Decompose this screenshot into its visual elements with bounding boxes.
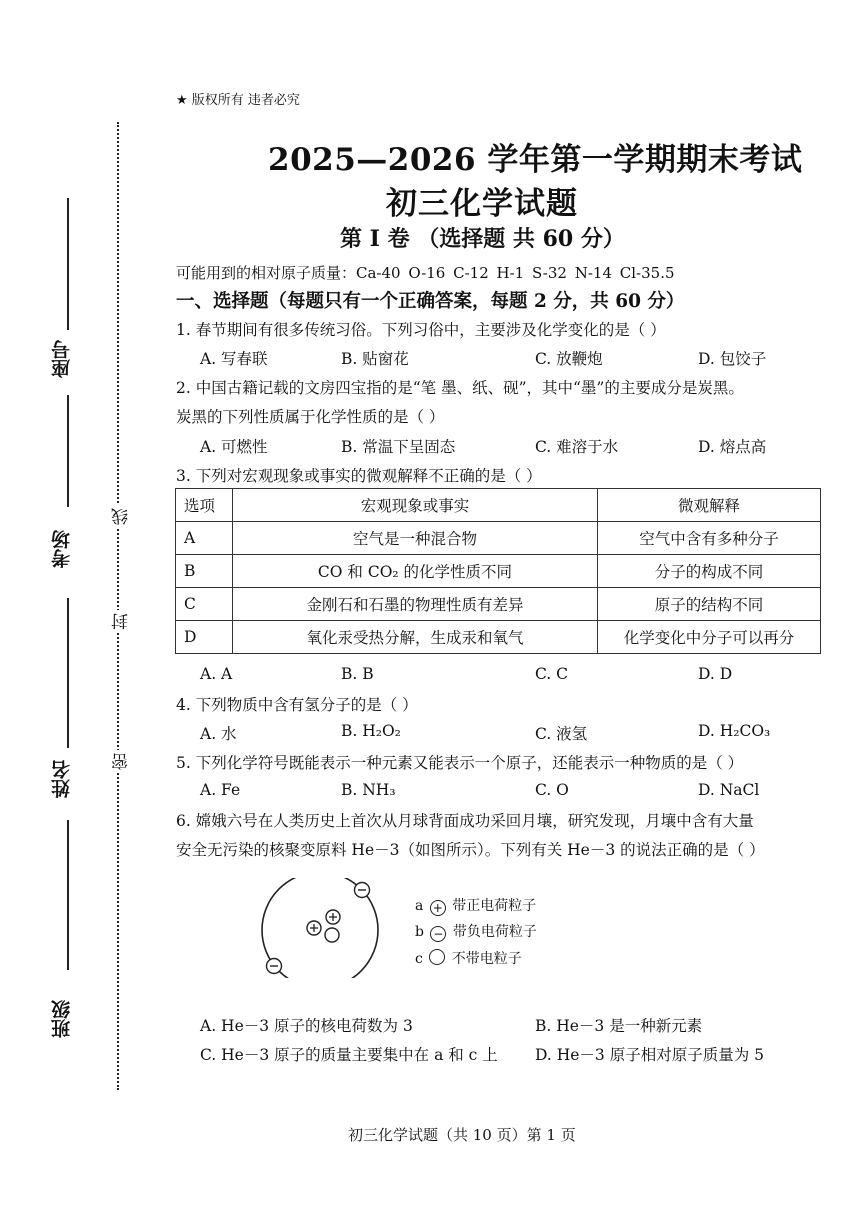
table-cell: 空气中含有多种分子	[598, 522, 821, 555]
q6-option-d: D. He－3 原子相对原子质量为 5	[535, 1046, 764, 1064]
positive-charge-icon: +	[430, 900, 446, 916]
question-6-stem-line1: 6. 嫦娥六号在人类历史上首次从月球背面成功采回月壤，研究发现，月壤中含有大量	[176, 812, 754, 830]
q2-option-a: A. 可燃性	[200, 438, 268, 456]
seat-label: 座号	[51, 340, 73, 378]
table-cell: B	[176, 555, 233, 588]
seal-secret-char: 密	[109, 750, 134, 773]
neutron-icon	[325, 928, 339, 942]
q1-option-c: C. 放鞭炮	[535, 350, 603, 368]
q3-option-c: C. C	[535, 665, 569, 683]
part-title: 一、选择题（每题只有一个正确答案，每题 2 分，共 60 分）	[176, 291, 685, 312]
q5-option-d: D. NaCl	[698, 781, 760, 799]
table-header-cell: 微观解释	[598, 489, 821, 522]
table-cell: 分子的构成不同	[598, 555, 821, 588]
q3-option-a: A. A	[200, 665, 233, 683]
electron-bottom-icon	[267, 959, 282, 974]
q1-option-b: B. 贴窗花	[341, 350, 409, 368]
legend-letter: c	[415, 951, 423, 967]
q2-option-d: D. 熔点高	[698, 438, 767, 456]
proton-icon	[307, 921, 321, 935]
legend-text: 不带电粒子	[451, 951, 522, 967]
name-line	[67, 820, 69, 970]
q1-option-d: D. 包饺子	[698, 350, 767, 368]
class-label: 班级	[51, 1000, 73, 1038]
legend-item-a	[415, 895, 536, 916]
table-cell: 原子的结构不同	[598, 588, 821, 621]
copyright-notice: ★ 版权所有 违者必究	[176, 93, 300, 108]
section-title: 第 I 卷 （选择题 共 60 分）	[340, 226, 625, 252]
table-cell: 金刚石和石墨的物理性质有差异	[233, 588, 598, 621]
table-row	[176, 522, 821, 555]
table-cell: A	[176, 522, 233, 555]
question-2-stem-line2: 炭黑的下列性质属于化学性质的是（ ）	[176, 408, 445, 426]
table-header-cell: 宏观现象或事实	[233, 489, 598, 522]
question-5-stem: 5. 下列化学符号既能表示一种元素又能表示一个原子，还能表示一种物质的是（ ）	[176, 754, 744, 772]
electron-top-icon	[355, 883, 370, 898]
seat-line	[67, 198, 69, 330]
q6-option-a: A. He－3 原子的核电荷数为 3	[200, 1017, 413, 1035]
table-cell: C	[176, 588, 233, 621]
table-row	[176, 588, 821, 621]
q3-option-b: B. B	[341, 665, 374, 683]
exam-room-label: 考场	[51, 530, 73, 568]
q6-option-c: C. He－3 原子的质量主要集中在 a 和 c 上	[200, 1046, 498, 1064]
atomic-masses: 可能用到的相对原子质量：Ca-40 O-16 C-12 H-1 S-32 N-14 Cl-35.5	[176, 264, 675, 282]
q3-option-d: D. D	[698, 665, 733, 683]
q4-option-d: D. H₂CO₃	[698, 722, 771, 740]
legend-item-b	[415, 921, 537, 942]
q2-option-b: B. 常温下呈固态	[341, 438, 456, 456]
table-header-row	[176, 489, 821, 522]
page-footer: 初三化学试题（共 10 页）第 1 页	[348, 1126, 576, 1144]
question-1-stem: 1. 春节期间有很多传统习俗。下列习俗中，主要涉及化学变化的是（ ）	[176, 321, 666, 339]
legend-letter: a	[415, 898, 424, 914]
q4-option-b: B. H₂O₂	[341, 722, 401, 740]
legend-letter: b	[415, 924, 424, 940]
exam-room-line	[67, 598, 69, 748]
q5-option-b: B. NH₃	[341, 781, 396, 799]
question-4-stem: 4. 下列物质中含有氢分子的是（ ）	[176, 696, 418, 714]
neutral-particle-icon	[429, 949, 445, 965]
table-row	[176, 621, 821, 654]
table-cell: D	[176, 621, 233, 654]
q4-option-a: A. 水	[200, 725, 237, 743]
proton-icon	[326, 910, 340, 924]
legend-text: 带正电荷粒子	[452, 898, 537, 914]
binding-dotted-line	[117, 122, 119, 1090]
q2-option-c: C. 难溶于水	[535, 438, 619, 456]
seal-line-char: 线	[109, 505, 134, 528]
question-3-stem: 3. 下列对宏观现象或事实的微观解释不正确的是（ ）	[176, 467, 542, 485]
seal-seal-char: 封	[109, 610, 134, 633]
q4-option-c: C. 液氢	[535, 725, 588, 743]
legend-item-c	[415, 948, 522, 968]
table-cell: 化学变化中分子可以再分	[598, 621, 821, 654]
q1-option-a: A. 写春联	[200, 350, 268, 368]
table-row	[176, 555, 821, 588]
seat-line-lower	[67, 395, 69, 507]
table-cell: 氧化汞受热分解，生成汞和氧气	[233, 621, 598, 654]
question-2-stem-line1: 2. 中国古籍记载的文房四宝指的是“笔 墨、纸、砚”，其中“墨”的主要成分是炭黑。	[176, 379, 744, 397]
table-header-cell: 选项	[176, 489, 233, 522]
table-cell: CO 和 CO₂ 的化学性质不同	[233, 555, 598, 588]
q5-option-c: C. O	[535, 781, 569, 799]
exam-title: 2025—2026 学年第一学期期末考试	[268, 142, 803, 178]
question-6-stem-line2: 安全无污染的核聚变原料 He－3（如图所示）。下列有关 He－3 的说法正确的是（ ）	[176, 841, 765, 859]
negative-charge-icon: −	[430, 926, 446, 942]
question-3-table	[175, 488, 821, 654]
helium-3-atom-diagram	[258, 878, 386, 978]
q5-option-a: A. Fe	[200, 781, 241, 799]
legend-text: 带负电荷粒子	[452, 924, 537, 940]
q6-option-b: B. He－3 是一种新元素	[535, 1017, 703, 1035]
name-label: 姓名	[51, 760, 73, 798]
table-cell: 空气是一种混合物	[233, 522, 598, 555]
exam-subtitle: 初三化学试题	[386, 186, 578, 222]
